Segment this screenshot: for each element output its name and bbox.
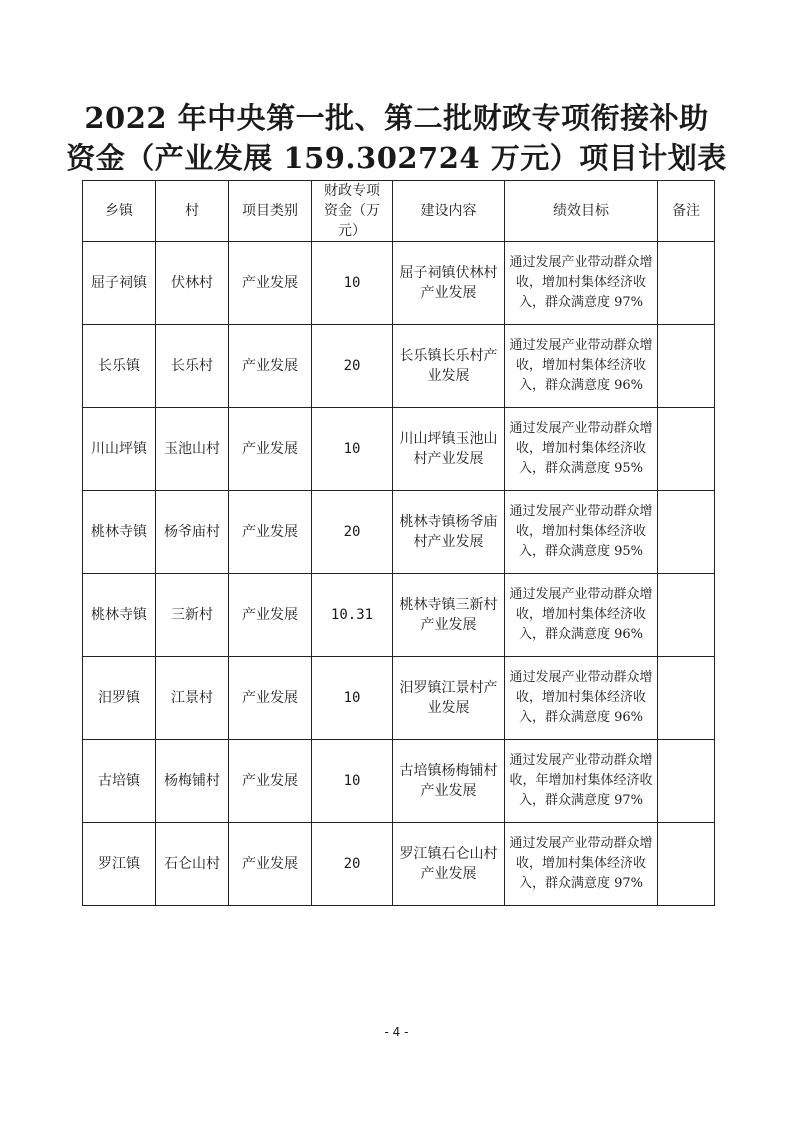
cell-category: 产业发展: [229, 574, 312, 657]
cell-goal: 通过发展产业带动群众增收，增加村集体经济收入，群众满意度 97%: [505, 242, 658, 325]
cell-content: 川山坪镇玉池山村产业发展: [393, 408, 505, 491]
cell-content: 汨罗镇江景村产业发展: [393, 657, 505, 740]
header-town: 乡镇: [83, 181, 156, 242]
header-content: 建设内容: [393, 181, 505, 242]
table-row: [83, 657, 715, 740]
cell-content: 罗江镇石仑山村产业发展: [393, 823, 505, 906]
cell-category: 产业发展: [229, 408, 312, 491]
cell-funds: 10: [312, 408, 393, 491]
cell-funds: 10: [312, 740, 393, 823]
table-row: [83, 325, 715, 408]
cell-content: 桃林寺镇杨爷庙村产业发展: [393, 491, 505, 574]
cell-town: 屈子祠镇: [83, 242, 156, 325]
cell-remarks: [658, 823, 715, 906]
cell-goal: 通过发展产业带动群众增收，增加村集体经济收入，群众满意度 96%: [505, 657, 658, 740]
cell-remarks: [658, 574, 715, 657]
cell-funds: 10: [312, 242, 393, 325]
project-plan-table: [82, 180, 715, 906]
cell-category: 产业发展: [229, 491, 312, 574]
cell-village: 杨梅铺村: [156, 740, 229, 823]
cell-town: 桃林寺镇: [83, 491, 156, 574]
cell-goal: 通过发展产业带动群众增收，增加村集体经济收入，群众满意度 95%: [505, 491, 658, 574]
cell-village: 伏林村: [156, 242, 229, 325]
cell-remarks: [658, 491, 715, 574]
cell-town: 桃林寺镇: [83, 574, 156, 657]
header-village: 村: [156, 181, 229, 242]
cell-goal: 通过发展产业带动群众增收，增加村集体经济收入，群众满意度 95%: [505, 408, 658, 491]
cell-town: 川山坪镇: [83, 408, 156, 491]
cell-content: 古培镇杨梅铺村产业发展: [393, 740, 505, 823]
cell-village: 长乐村: [156, 325, 229, 408]
cell-remarks: [658, 408, 715, 491]
title-line-2: 资金（产业发展 159.302724 万元）项目计划表: [66, 141, 727, 175]
cell-category: 产业发展: [229, 325, 312, 408]
header-goal: 绩效目标: [505, 181, 658, 242]
cell-funds: 20: [312, 823, 393, 906]
header-funds-line2: 资金（万: [324, 203, 380, 219]
cell-content: 桃林寺镇三新村产业发展: [393, 574, 505, 657]
cell-town: 汨罗镇: [83, 657, 156, 740]
cell-funds: 10.31: [312, 574, 393, 657]
cell-remarks: [658, 740, 715, 823]
table-row: [83, 491, 715, 574]
cell-remarks: [658, 242, 715, 325]
cell-content: 长乐镇长乐村产业发展: [393, 325, 505, 408]
cell-village: 玉池山村: [156, 408, 229, 491]
header-funds: [312, 181, 393, 242]
cell-funds: 20: [312, 325, 393, 408]
cell-category: 产业发展: [229, 740, 312, 823]
cell-goal: 通过发展产业带动群众增收，增加村集体经济收入，群众满意度 97%: [505, 823, 658, 906]
document-title: [0, 98, 793, 178]
header-funds-line3: 元）: [338, 223, 366, 239]
cell-village: 三新村: [156, 574, 229, 657]
cell-village: 杨爷庙村: [156, 491, 229, 574]
cell-town: 古培镇: [83, 740, 156, 823]
cell-category: 产业发展: [229, 823, 312, 906]
cell-funds: 20: [312, 491, 393, 574]
header-remarks: 备注: [658, 181, 715, 242]
cell-category: 产业发展: [229, 242, 312, 325]
table-row: [83, 823, 715, 906]
cell-goal: 通过发展产业带动群众增收，年增加村集体经济收入，群众满意度 97%: [505, 740, 658, 823]
table-row: [83, 574, 715, 657]
cell-remarks: [658, 325, 715, 408]
cell-village: 石仑山村: [156, 823, 229, 906]
cell-content: 屈子祠镇伏林村产业发展: [393, 242, 505, 325]
page-number: - 4 -: [384, 1025, 409, 1039]
table-row: [83, 408, 715, 491]
header-funds-line1: 财政专项: [324, 183, 380, 199]
header-category: 项目类别: [229, 181, 312, 242]
cell-funds: 10: [312, 657, 393, 740]
cell-town: 罗江镇: [83, 823, 156, 906]
cell-town: 长乐镇: [83, 325, 156, 408]
cell-goal: 通过发展产业带动群众增收，增加村集体经济收入，群众满意度 96%: [505, 574, 658, 657]
cell-goal: 通过发展产业带动群众增收，增加村集体经济收入，群众满意度 96%: [505, 325, 658, 408]
table-row: [83, 740, 715, 823]
cell-remarks: [658, 657, 715, 740]
cell-village: 江景村: [156, 657, 229, 740]
title-line-1: 2022 年中央第一批、第二批财政专项衔接补助: [84, 101, 709, 135]
cell-category: 产业发展: [229, 657, 312, 740]
table-header-row: [83, 181, 715, 242]
table-row: [83, 242, 715, 325]
